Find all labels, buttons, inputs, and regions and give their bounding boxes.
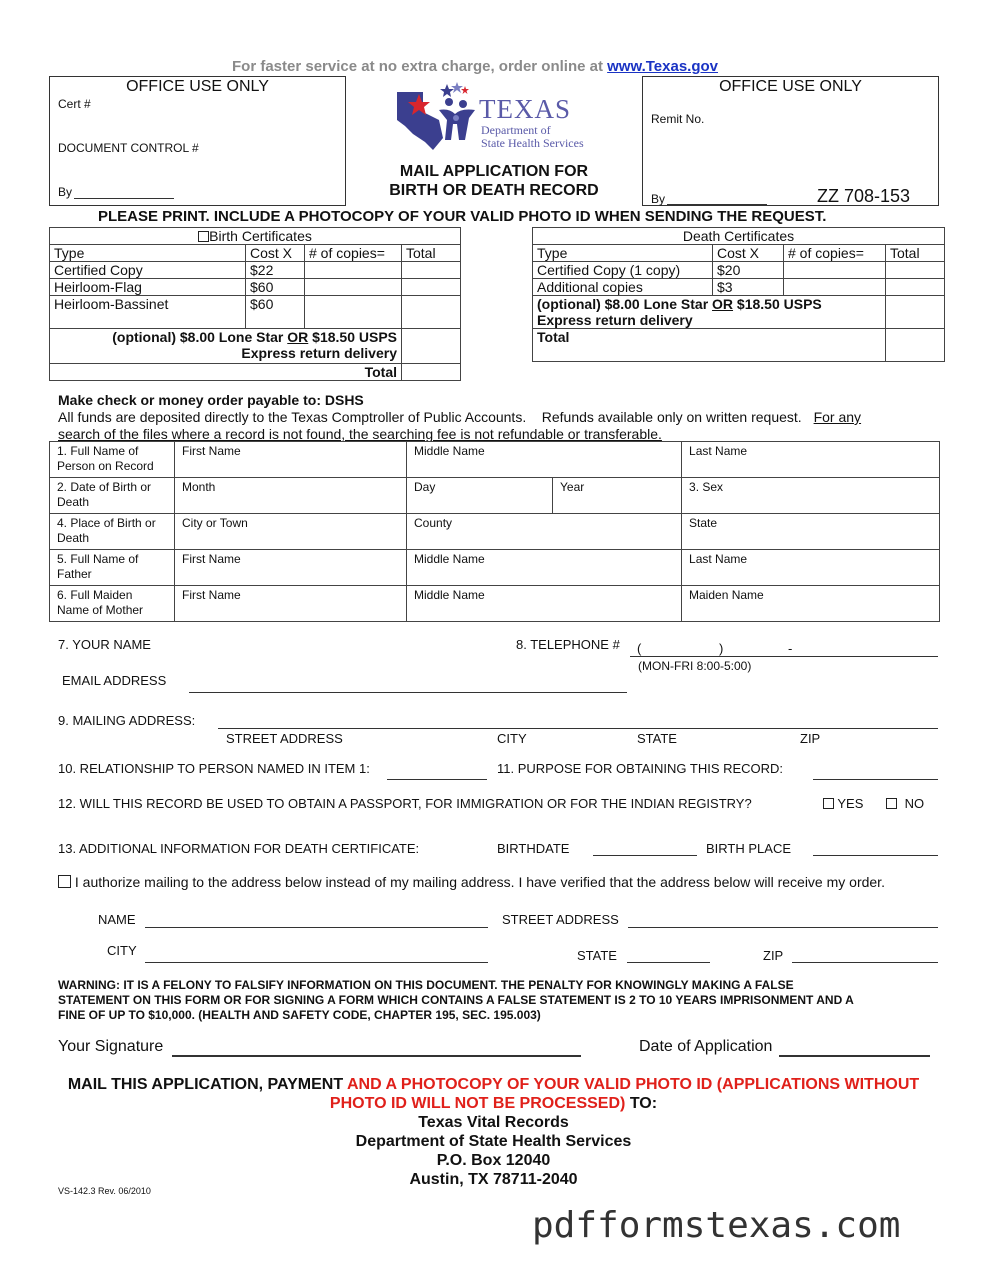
death-header-total: Total (886, 245, 945, 262)
person-last-name-field[interactable] (682, 442, 940, 478)
warning-line2: STATEMENT ON THIS FORM OR FOR SIGNING A FORM WHICH CONTAINS A FALSE STATEMENT IS 2 TO 10 YEARS IMPRISONMENT AND A (58, 993, 854, 1007)
passport-no-option[interactable] (886, 796, 924, 811)
office-use-left-title: OFFICE USE ONLY (126, 78, 269, 95)
mail-address-2: Department of State Health Services (355, 1133, 632, 1150)
office-use-right-box (642, 76, 939, 206)
birth-copies-field[interactable] (305, 279, 402, 296)
row3-label: 4. Place of Birth or Death (50, 514, 175, 550)
row5-first-label: First Name (182, 588, 241, 602)
warning-line1: WARNING: IT IS A FELONY TO FALSIFY INFORMATION ON THIS DOCUMENT. THE PENALTY FOR KNOWINGLY MAKING A FALSE (58, 978, 794, 992)
row4-last-label: Last Name (689, 552, 748, 566)
death-copies-field[interactable] (784, 262, 886, 279)
passport-yes-checkbox[interactable] (823, 798, 834, 809)
form-title-line2: BIRTH OR DEATH RECORD (389, 182, 599, 199)
authorize-option[interactable] (58, 874, 885, 890)
alt-city-line[interactable] (145, 962, 488, 963)
row4-middle-label: Middle Name (414, 552, 485, 566)
day-field[interactable] (407, 478, 553, 514)
mail-address-4: Austin, TX 78711-2040 (409, 1171, 578, 1188)
birth-header-type: Type (50, 245, 246, 262)
phone-dash: - (788, 641, 793, 656)
row3-city-label: City or Town (182, 516, 248, 530)
mailing-state-label: STATE (637, 731, 677, 746)
dshs-logo (395, 80, 595, 152)
row3-state-label: State (689, 516, 718, 530)
row1-first-label: First Name (182, 444, 241, 458)
mail-line-a: MAIL THIS APPLICATION, PAYMENT (67, 1076, 344, 1093)
death-copies-field[interactable] (784, 279, 886, 296)
logo-line1: Department of (481, 123, 551, 137)
payable-text: Make check or money order payable to: DSHS (58, 392, 364, 408)
purpose-line[interactable] (813, 779, 938, 780)
warning-line3: FINE OF UP TO $10,000. (HEALTH AND SAFETY CODE, CHAPTER 195, SEC. 195.003) (58, 1008, 541, 1022)
row2-sex-label: 3. Sex (689, 480, 724, 494)
year-field[interactable] (553, 478, 682, 514)
birthdate-line[interactable] (593, 855, 697, 856)
birth-total-label: Total (50, 364, 402, 381)
phone-close-paren: ) (719, 641, 724, 656)
death-row-cost: $3 (713, 279, 784, 296)
mailing-zip-label: ZIP (800, 731, 821, 746)
birth-row-type: Certified Copy (50, 262, 246, 279)
death-optional-delivery (533, 296, 886, 329)
form-title-line1: MAIL APPLICATION FOR (399, 163, 589, 180)
alt-city-label: CITY (107, 943, 137, 958)
birth-grand-total-field[interactable] (402, 364, 461, 381)
father-middle-name-field[interactable] (407, 550, 682, 586)
birth-row-type: Heirloom-Flag (50, 279, 246, 296)
death-row-cost: $20 (713, 262, 784, 279)
month-field[interactable] (175, 478, 407, 514)
death-optional-total-field[interactable] (886, 296, 945, 329)
date-of-application-label: Date of Application (639, 1038, 773, 1055)
alt-zip-line[interactable] (792, 962, 938, 963)
row4-first-label: First Name (182, 552, 241, 566)
birth-table-title-cell (50, 228, 461, 245)
death-table-title: Death Certificates (533, 228, 945, 245)
revision-label: VS-142.3 Rev. 06/2010 (58, 1186, 151, 1196)
your-name-line[interactable] (155, 650, 495, 651)
alt-state-line[interactable] (627, 962, 710, 963)
birthdate-label: BIRTHDATE (497, 841, 570, 856)
county-field[interactable] (407, 514, 682, 550)
print-notice: PLEASE PRINT. INCLUDE A PHOTOCOPY OF YOUR VALID PHOTO ID WHEN SENDING THE REQUEST. (98, 208, 827, 225)
mail-address-3: P.O. Box 12040 (436, 1152, 551, 1169)
passport-no-label: NO (904, 796, 925, 811)
row2-label: 2. Date of Birth or Death (50, 478, 175, 514)
email-label: EMAIL ADDRESS (62, 673, 167, 688)
row1-last-label: Last Name (689, 444, 748, 458)
birth-copies-field[interactable] (305, 296, 402, 329)
record-info-grid (49, 441, 940, 622)
birth-optional-1: (optional) $8.00 Lone Star (112, 329, 284, 345)
row5-maiden-label: Maiden Name (689, 588, 764, 602)
death-header-cost: Cost X (713, 245, 784, 262)
mother-first-name-field[interactable] (175, 586, 407, 622)
telephone-line[interactable] (630, 656, 938, 657)
watermark: pdfformstexas.com (532, 1205, 901, 1246)
death-optional-1: (optional) $8.00 Lone Star (537, 296, 709, 312)
your-name-label: 7. YOUR NAME (58, 637, 151, 652)
father-last-name-field[interactable] (682, 550, 940, 586)
passport-question: 12. WILL THIS RECORD BE USED TO OBTAIN A PASSPORT, FOR IMMIGRATION OR FOR THE INDIAN REGISTRY? (58, 796, 752, 811)
birth-copies-field[interactable] (305, 262, 402, 279)
form-code: ZZ 708-153 (817, 186, 911, 206)
death-optional-or: OR (712, 296, 734, 312)
alt-street-label: STREET ADDRESS (502, 912, 619, 927)
office-right-by-line[interactable] (667, 204, 767, 205)
death-total-field[interactable] (886, 279, 945, 296)
birth-header-copies: # of copies= (305, 245, 402, 262)
row5-middle-label: Middle Name (414, 588, 485, 602)
birth-certificates-table (49, 227, 461, 381)
death-grand-total-field[interactable] (886, 329, 945, 362)
birth-optional-delivery (50, 329, 402, 364)
remit-label: Remit No. (651, 112, 705, 126)
funds-text-main: All funds are deposited directly to the Texas Comptroller of Public Accounts. Refunds available only on written request. (58, 409, 802, 425)
sex-field[interactable] (682, 478, 940, 514)
texas-gov-link[interactable]: www.Texas.gov (607, 58, 719, 75)
email-line[interactable] (189, 692, 627, 693)
mother-middle-name-field[interactable] (407, 586, 682, 622)
row1-label: 1. Full Name of Person on Record (50, 442, 175, 478)
mailing-address-label: 9. MAILING ADDRESS: (58, 713, 196, 728)
birth-total-field[interactable] (402, 296, 461, 329)
birth-optional-3: Express return delivery (241, 345, 397, 361)
signature-label: Your Signature (58, 1038, 164, 1055)
row1-middle-label: Middle Name (414, 444, 485, 458)
alt-name-line[interactable] (145, 927, 488, 928)
birth-total-field[interactable] (402, 262, 461, 279)
office-use-left-box (49, 76, 346, 206)
document-control-label: DOCUMENT CONTROL # (58, 141, 199, 155)
cert-label: Cert # (58, 97, 91, 111)
alt-zip-label: ZIP (763, 948, 784, 963)
telephone-label: 8. TELEPHONE # (516, 637, 620, 652)
office-left-by-line[interactable] (74, 198, 174, 199)
mail-line-b: AND A PHOTOCOPY OF YOUR VALID PHOTO ID (APPLICATIONS WITHOUT (346, 1076, 920, 1093)
additional-info-label: 13. ADDITIONAL INFORMATION FOR DEATH CERTIFICATE: (58, 841, 420, 856)
birth-certificates-checkbox[interactable] (198, 231, 209, 242)
texas-logo-icon (395, 80, 485, 152)
death-row-type: Certified Copy (1 copy) (533, 262, 713, 279)
logo-line2: State Health Services (481, 136, 584, 150)
office-use-right-title: OFFICE USE ONLY (719, 78, 862, 95)
birthplace-line[interactable] (813, 855, 938, 856)
passport-yes-label: YES (837, 796, 864, 811)
death-header-type: Type (533, 245, 713, 262)
hours-label: (MON-FRI 8:00-5:00) (638, 659, 752, 673)
death-optional-2: $18.50 USPS (736, 296, 822, 312)
father-first-name-field[interactable] (175, 550, 407, 586)
funds-text-u2: search of the files where a record is not found, the searching fee is not refundable or transferable. (58, 426, 662, 442)
death-total-field[interactable] (886, 262, 945, 279)
purpose-label: 11. PURPOSE FOR OBTAINING THIS RECORD: (497, 761, 784, 776)
person-first-name-field[interactable] (175, 442, 407, 478)
person-middle-name-field[interactable] (407, 442, 682, 478)
logo-texas-word: TEXAS (479, 94, 571, 124)
mail-line-c: PHOTO ID WILL NOT BE PROCESSED) (329, 1095, 626, 1112)
phone-open-paren: ( (637, 641, 642, 656)
mail-instructions (40, 1075, 947, 1189)
alt-name-label: NAME (98, 912, 136, 927)
funds-text (58, 409, 928, 443)
death-total-label: Total (533, 329, 886, 362)
relationship-line[interactable] (387, 779, 487, 780)
mail-line-d: TO: (629, 1095, 658, 1112)
birth-optional-total-field[interactable] (402, 329, 461, 364)
birth-row-cost: $60 (246, 279, 305, 296)
row4-label: 5. Full Name of Father (50, 550, 175, 586)
birth-header-cost: Cost X (246, 245, 305, 262)
mother-maiden-name-field[interactable] (682, 586, 940, 622)
death-row-type: Additional copies (533, 279, 713, 296)
passport-yes-option[interactable] (823, 796, 863, 811)
alt-state-label: STATE (577, 948, 617, 963)
relationship-label: 10. RELATIONSHIP TO PERSON NAMED IN ITEM 1: (58, 761, 370, 776)
birth-optional-2: $18.50 USPS (312, 329, 397, 345)
birth-header-total: Total (402, 245, 461, 262)
passport-no-checkbox[interactable] (886, 798, 897, 809)
mailing-city-label: CITY (497, 731, 527, 746)
birthplace-label: BIRTH PLACE (706, 841, 792, 856)
birth-optional-or: OR (287, 329, 309, 345)
row5-label: 6. Full Maiden Name of Mother (50, 586, 175, 622)
death-optional-3: Express return delivery (537, 312, 693, 328)
birth-row-type: Heirloom-Bassinet (50, 296, 246, 329)
felony-warning (58, 978, 854, 1023)
death-certificates-table (532, 227, 945, 362)
mailing-address-line[interactable] (218, 728, 938, 729)
row3-county-label: County (414, 516, 453, 530)
date-of-application-line[interactable] (779, 1055, 930, 1057)
office-right-by-label: By (651, 192, 666, 206)
birth-table-title: Birth Certificates (209, 228, 312, 244)
funds-text-u1: For any (813, 409, 862, 425)
mailing-street-label: STREET ADDRESS (226, 731, 343, 746)
state-field[interactable] (682, 514, 940, 550)
office-left-by-label: By (58, 185, 73, 199)
online-notice (232, 58, 718, 75)
alt-street-line[interactable] (628, 927, 938, 928)
row2-month-label: Month (182, 480, 216, 494)
death-header-copies: # of copies= (784, 245, 886, 262)
signature-line[interactable] (172, 1055, 581, 1057)
birth-row-cost: $60 (246, 296, 305, 329)
mail-address-1: Texas Vital Records (418, 1114, 569, 1131)
birth-total-field[interactable] (402, 279, 461, 296)
form-title (360, 162, 628, 200)
row2-day-label: Day (414, 480, 436, 494)
authorize-text: I authorize mailing to the address below instead of my mailing address. I have verified that the address below will receive my order. (74, 874, 885, 890)
online-notice-text: For faster service at no extra charge, order online at (232, 58, 603, 75)
birth-row-cost: $22 (246, 262, 305, 279)
row2-year-label: Year (560, 480, 585, 494)
city-or-town-field[interactable] (175, 514, 407, 550)
authorize-checkbox[interactable] (58, 875, 71, 888)
